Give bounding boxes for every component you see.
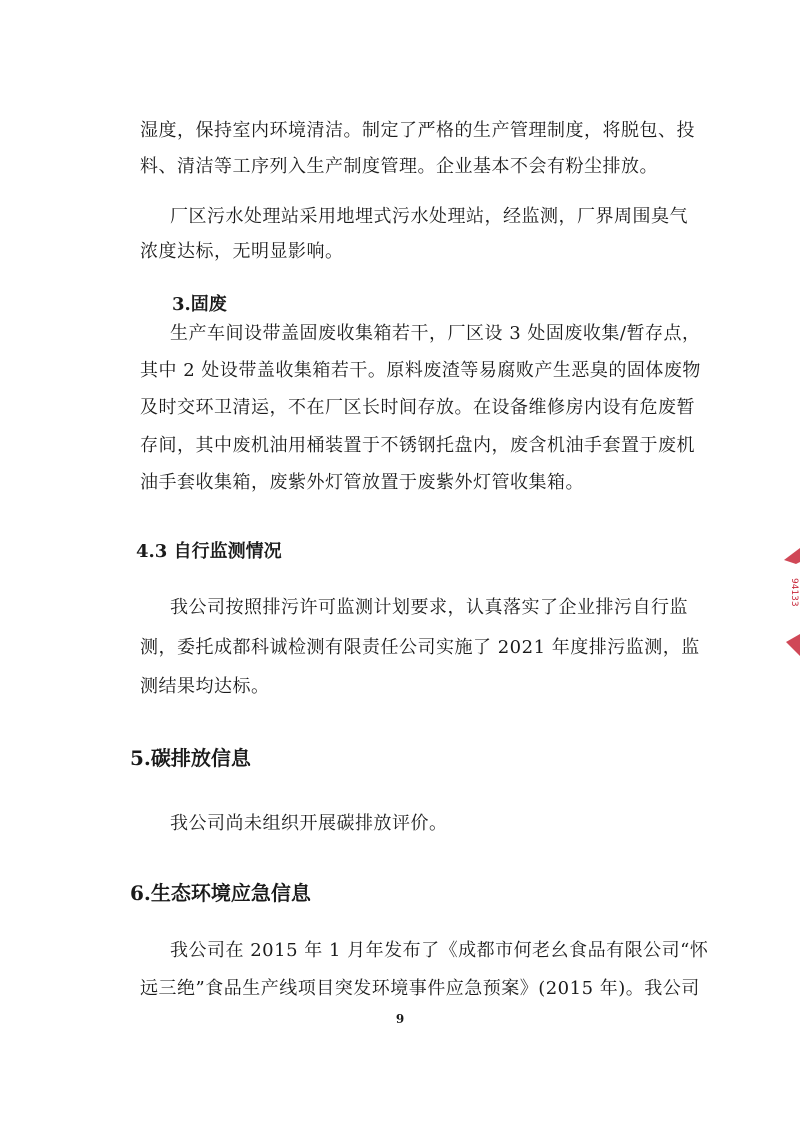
seal-stamp-icon [778,548,800,658]
paragraph-line: 料、清洁等工序列入生产制度管理。企业基本不会有粉尘排放。 [140,156,658,177]
paragraph-line: 我公司按照排污许可监测计划要求，认真落实了企业排污自行监 [170,597,688,618]
paragraph-line: 湿度，保持室内环境清洁。制定了严格的生产管理制度，将脱包、投 [140,120,695,141]
page-number: 9 [395,1012,405,1026]
paragraph-line: 油手套收集箱，废紫外灯管放置于废紫外灯管收集箱。 [140,472,584,493]
paragraph-line: 远三绝”食品生产线项目突发环境事件应急预案》(2015 年)。我公司 [140,978,700,999]
paragraph-line: 生产车间设带盖固废收集箱若干，厂区设 3 处固废收集/暂存点， [170,323,701,344]
paragraph-line: 测结果均达标。 [140,676,270,697]
stamp-text: 94133 [789,578,799,607]
paragraph-line: 测，委托成都科诚检测有限责任公司实施了 2021 年度排污监测，监 [140,637,700,658]
paragraph-line: 厂区污水处理站采用地埋式污水处理站，经监测，厂界周围臭气 [170,206,688,227]
paragraph-line: 浓度达标，无明显影响。 [140,241,344,262]
section-title-emergency: 6.生态环境应急信息 [130,881,311,905]
section-title-carbon-emission: 5.碳排放信息 [130,746,251,770]
paragraph-line: 及时交环卫清运，不在厂区长时间存放。在设备维修房内设有危废暂 [140,397,695,418]
paragraph-line: 存间，其中废机油用桶装置于不锈钢托盘内，废含机油手套置于废机 [140,435,695,456]
paragraph-line: 其中 2 处设带盖收集箱若干。原料废渣等易腐败产生恶臭的固体废物 [140,360,701,381]
section-title-self-monitoring: 4.3 自行监测情况 [136,541,282,562]
section-title-solid-waste: 3.固废 [172,294,227,315]
paragraph-line: 我公司在 2015 年 1 月年发布了《成都市何老幺食品有限公司“怀 [170,940,709,961]
paragraph-line: 我公司尚未组织开展碳排放评价。 [170,813,448,834]
